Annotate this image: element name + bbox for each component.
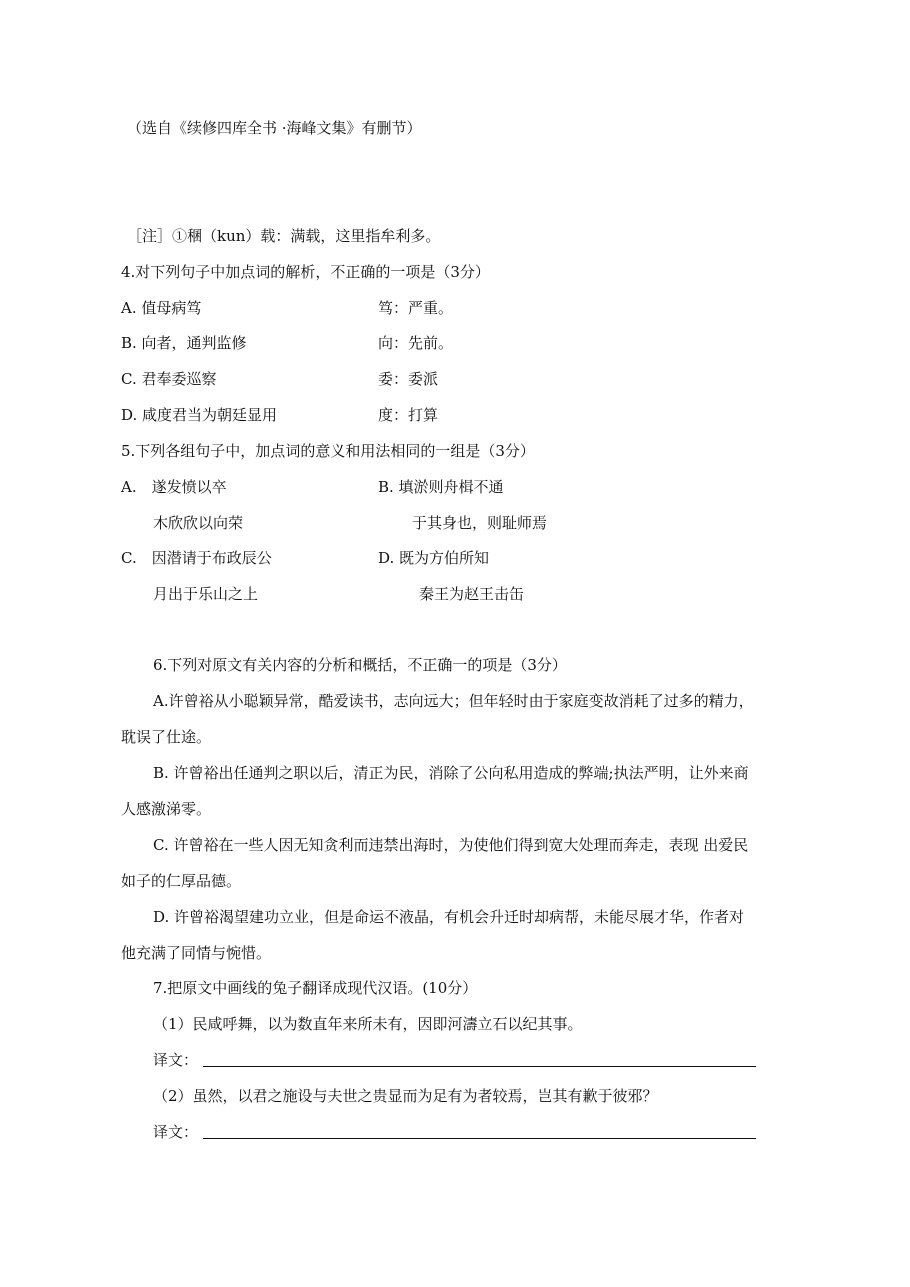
question-5-option-d-line1: D. 既为方伯所知 <box>378 549 490 567</box>
question-6-option-c-line1: C. 许曾裕在一些人因无知贪利而违禁出海时，为使他们得到宽大处理而奔走，表现 出爱民 <box>153 836 749 854</box>
option-gloss: 委：委派 <box>378 370 439 388</box>
question-7-sentence-2: （2）虽然，以君之施设与夫世之贵显而为足有为者较焉，岂其有歉于彼邪？ <box>153 1087 658 1105</box>
question-5-stem: 5.下列各组句子中，加点词的意义和用法相同的一组是（3分） <box>121 442 535 460</box>
question-6-option-d-line2: 他充满了同情与惋惜。 <box>121 944 272 962</box>
option-sentence: C. 君奉委巡察 <box>121 370 217 388</box>
option-gloss: 笃：严重。 <box>378 299 454 317</box>
option-sentence: B. 向者，通判监修 <box>121 334 247 352</box>
translation-answer-line-1[interactable] <box>203 1066 756 1067</box>
option-gloss: 度：打算 <box>378 406 439 424</box>
annotation-note: ［注］①稛（kun）载：满载，这里指牟利多。 <box>127 227 441 245</box>
question-6-option-b-line2: 人感激涕零。 <box>121 800 212 818</box>
translation-label-2: 译文： <box>153 1123 199 1141</box>
question-5-option-d-line2: 秦王为赵王击缶 <box>419 585 525 603</box>
question-6-option-a-line1: A.许曾裕从小聪颖异常，酷爱读书，志向远大；但年轻时由于家庭变故消耗了过多的精力， <box>153 692 754 710</box>
translation-answer-line-2[interactable] <box>203 1138 756 1139</box>
question-5-option-c-line2: 月出于乐山之上 <box>153 585 259 603</box>
question-4-stem: 4.对下列句子中加点词的解析，不正确的一项是（3分） <box>121 263 490 281</box>
translation-label-1: 译文： <box>153 1051 199 1069</box>
question-5-option-a-line1: A. 遂发愤以卒 <box>121 478 227 496</box>
source-note: （选自《续修四库全书 ·海峰文集》有删节） <box>127 119 422 137</box>
question-6-option-c-line2: 如子的仁厚品德。 <box>121 872 242 890</box>
question-5-option-c-line1: C. 因潜请于布政辰公 <box>121 549 272 567</box>
option-sentence: A. 值母病笃 <box>121 299 202 317</box>
question-5-option-a-line2: 木欣欣以向荣 <box>153 514 244 532</box>
option-sentence: D. 咸度君当为朝廷显用 <box>121 406 278 424</box>
option-gloss: 向：先前。 <box>378 334 454 352</box>
question-6-option-b-line1: B. 许曾裕出任通判之职以后，清正为民，消除了公向私用造成的弊端;执法严明，让外来商 <box>153 764 749 782</box>
question-5-option-b-line1: B. 填淤则舟楫不通 <box>378 478 504 496</box>
question-6-stem: 6.下列对原文有关内容的分析和概括，不正确一的项是（3分） <box>153 656 567 674</box>
question-7-sentence-1: （1）民咸呼舞，以为数直年来所未有，因即河濤立石以纪其事。 <box>153 1015 583 1033</box>
question-7-stem: 7.把原文中画线的兔子翻译成现代汉语。(10分） <box>153 979 478 997</box>
question-5-option-b-line2: 于其身也，则耻师焉 <box>412 514 548 532</box>
question-6-option-d-line1: D. 许曾裕渴望建功立业，但是命运不液晶，有机会升迁时却病帮，未能尽展才华，作者对 <box>153 908 745 926</box>
question-6-option-a-line2: 耽误了仕途。 <box>121 728 212 746</box>
